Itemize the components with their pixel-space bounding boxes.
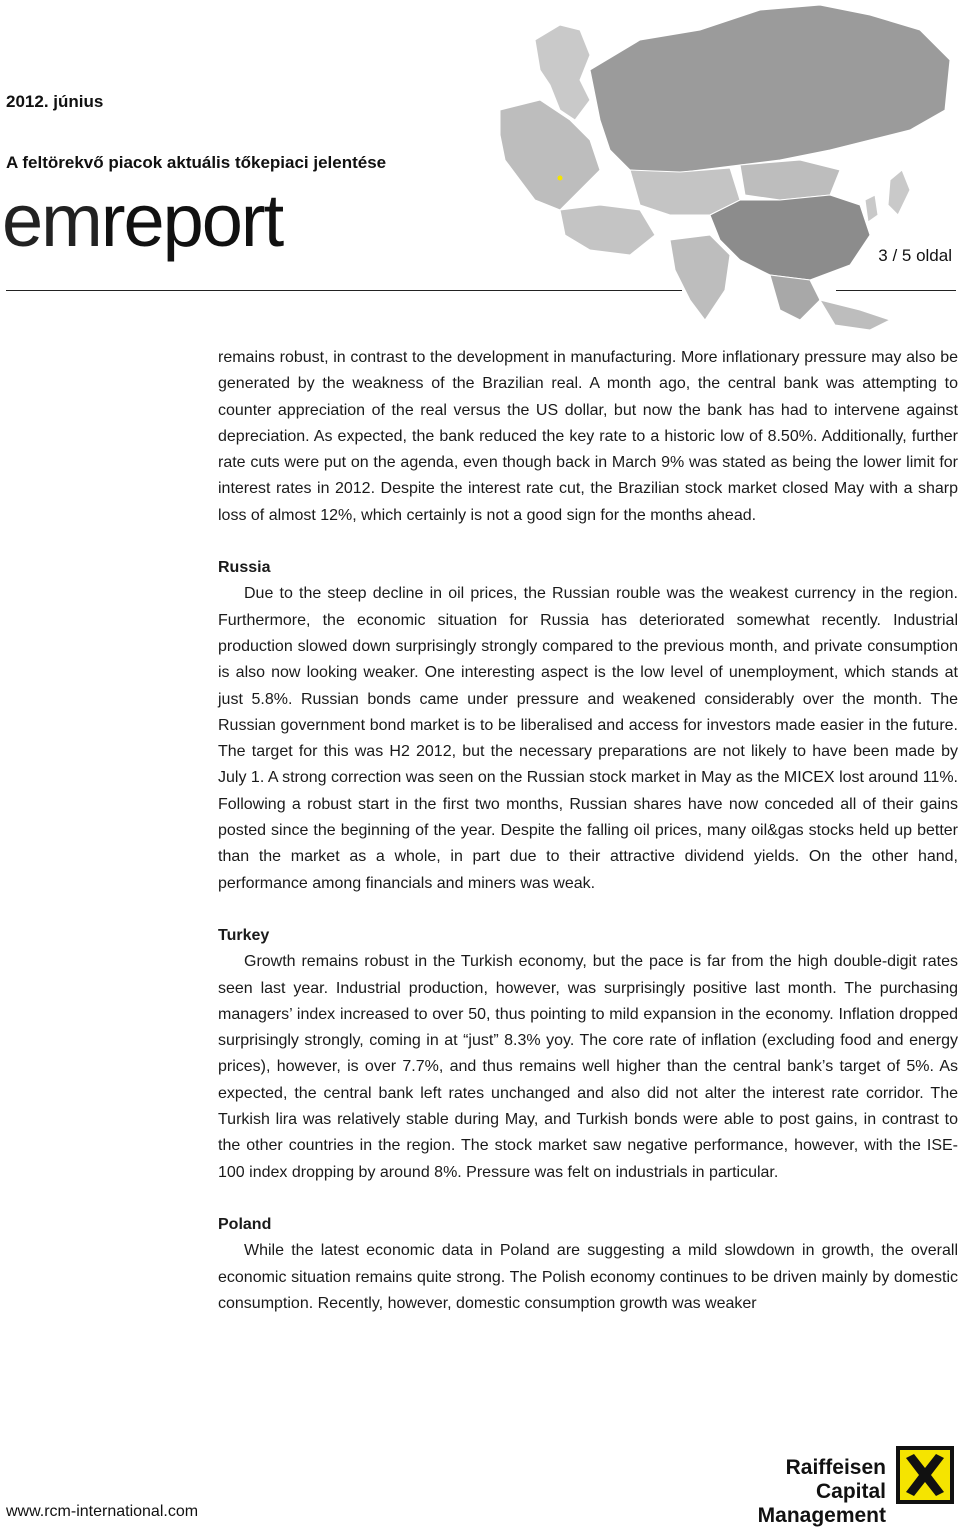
raiffeisen-logo-icon [896,1446,954,1504]
section-text-turkey: Growth remains robust in the Turkish economy, but the pace is far from the high double-digit rates seen last year. Industrial production, however, was surprisingly positive last month. The purchasing managers’ index increased to over 50, thus pointing to mild expansion in the economy. Inflation dropped surprisingly strongly, coming in at “just” 8.3% yoy. The core rate of inflation (excluding food and energy prices), however, is over 7.7%, and thus remains well higher than the central bank’s target of 5%. As expected, the central bank left rates unchanged and also did not alter the interest rate corridor. The Turkish lira was relatively stable during May, and Turkish bonds were able to post gains, in contrast to the other countries in the region. The stock market saw negative performance, however, with the ISE-100 index dropping by around 8%. Pressure was felt on industrials in particular. [218,953,958,1181]
header-divider [6,290,682,291]
page-number: 3 / 5 oldal [878,246,952,265]
eurasia-map-image [440,0,960,335]
report-subtitle: A feltörekvő piacok aktuális tőkepiaci jelentése [6,153,387,172]
section-heading-russia: Russia [218,559,271,577]
brand-em: em [2,179,101,262]
header-divider-right [836,290,956,291]
logo-line-capital-management: Capital Management [757,1480,886,1527]
logo-line-raiffeisen: Raiffeisen [785,1456,886,1479]
section-heading-poland: Poland [218,1215,272,1233]
section-text-russia: Due to the steep decline in oil prices, the Russian rouble was the weakest currency in the region. Furthermore, the economic situation for Russia has deteriorated somewhat recently. Industrial production slowed down surprisingly strongly compared to the previous month, and private consumption is also now looking weaker. One interesting aspect is the low level of unemployment, which stands at just 5.8%. Russian bonds came under pressure and weakened considerably over the month. The Russian government bond market is to be liberalised and access for investors made easier in the future. The target for this was H2 2012, but the necessary preparations are not likely to have been made by July 1. A strong correction was seen on the Russian stock market in May as the MICEX lost around 11%. Following a robust start in the first two months, Russian shares have now conceded all of their gains posted since the beginning of the year. Despite the falling oil prices, many oil&gas stocks held up better than the market as a whole, in part due to their attractive dividend yields. On the other hand, performance among financials and miners was weak. [218,585,958,892]
company-logo-text [686,1456,886,1528]
section-heading-turkey: Turkey [218,926,270,944]
section-text-poland: While the latest economic data in Poland are suggesting a mild slowdown in growth, the overall economic situation remains quite strong. The Polish economy continues to be driven mainly by domestic consumption. Recently, however, domestic consumption growth was weaker [218,1242,958,1312]
footer-website-link[interactable]: www.rcm-international.com [6,1503,199,1520]
brand-report: report [100,179,283,262]
article-body [218,345,958,1317]
report-date: 2012. június [6,92,104,111]
brand-wordmark [2,176,282,266]
intro-paragraph: remains robust, in contrast to the development in manufacturing. More inflationary pressure may also be generated by the weakness of the Brazilian real. A month ago, the central bank was attempting to counter appreciation of the real versus the US dollar, but now the bank has had to intervene against depreciation. As expected, the bank reduced the key rate to a historic low of 8.50%. Additionally, further rate cuts were put on the agenda, even though back in March 9% was stated as being the lower limit for interest rates in 2012. Despite the interest rate cut, the Brazilian stock market closed May with a sharp loss of almost 12%, which certainly is not a good sign for the months ahead. [218,349,958,524]
